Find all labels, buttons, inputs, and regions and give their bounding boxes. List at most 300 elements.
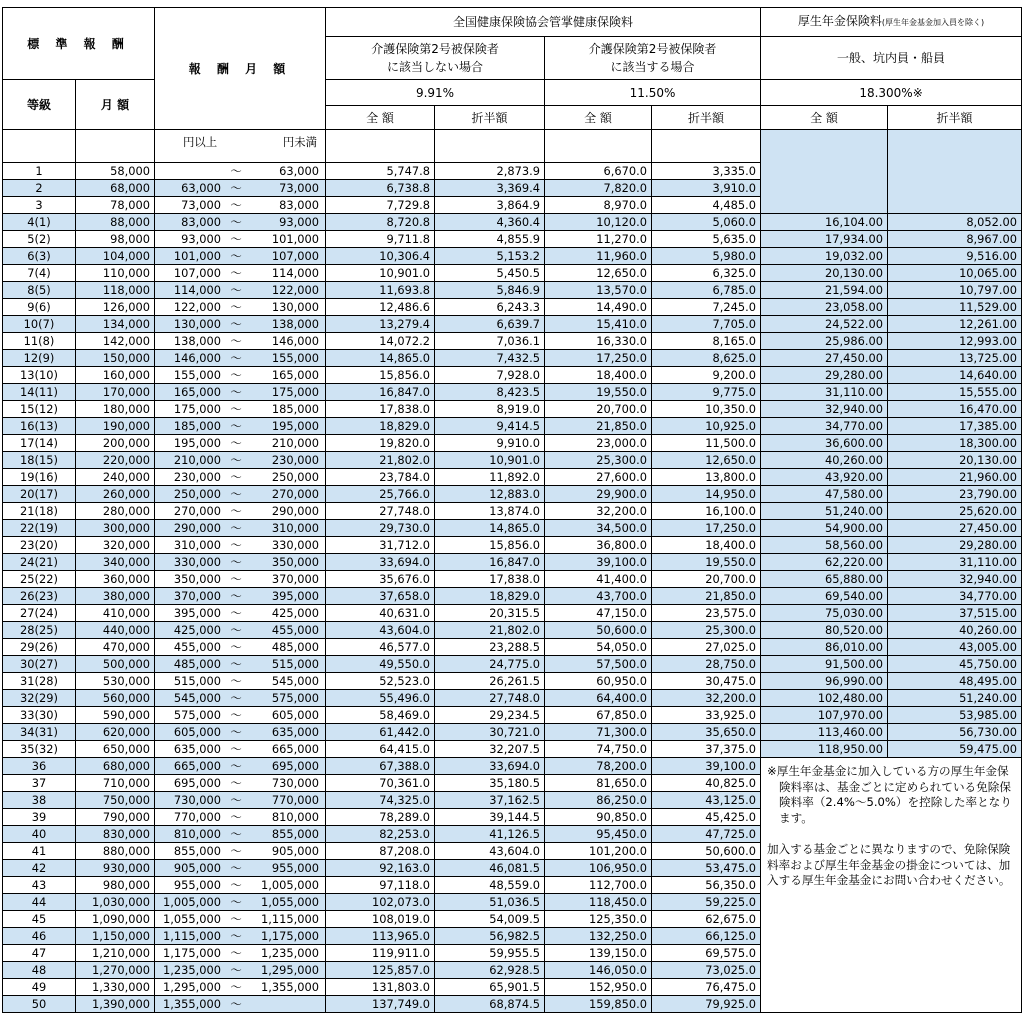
health-full-cell: 11,693.8: [326, 282, 435, 299]
monthly-amount-header: 月 額: [76, 80, 155, 130]
health-full-cell: 102,073.0: [326, 894, 435, 911]
grade-cell: 22(19): [3, 520, 76, 537]
grade-cell: 36: [3, 758, 76, 775]
tilde: 〜: [230, 504, 242, 518]
care-half-cell: 6,325.0: [652, 265, 761, 282]
pension-full-cell: 107,970.00: [761, 707, 888, 724]
care-full-cell: 41,400.0: [545, 571, 652, 588]
range-to: 63,000: [279, 164, 320, 178]
range-cell: [155, 894, 326, 911]
table-row: [3, 724, 1022, 741]
health-full-cell: 46,577.0: [326, 639, 435, 656]
range-cell: [155, 163, 326, 180]
health-half-cell: 12,883.0: [435, 486, 545, 503]
range-to: 114,000: [271, 266, 320, 280]
tilde: 〜: [230, 470, 242, 484]
range-cell: [155, 622, 326, 639]
care-half-cell: 69,575.0: [652, 945, 761, 962]
care-half-cell: 40,825.0: [652, 775, 761, 792]
half-header: 折半額: [888, 106, 1022, 130]
range-to: 370,000: [271, 572, 320, 586]
table-row: [3, 690, 1022, 707]
unit-row: [3, 130, 1022, 163]
health-half-cell: 43,604.0: [435, 843, 545, 860]
care-full-cell: 152,950.0: [545, 979, 652, 996]
range-cell: [155, 282, 326, 299]
care-full-cell: 11,270.0: [545, 231, 652, 248]
range-cell: [155, 741, 326, 758]
range-to: 635,000: [271, 725, 320, 739]
pension-full-cell: 96,990.00: [761, 673, 888, 690]
range-from: 310,000: [173, 538, 222, 552]
pension-half-cell: 51,240.00: [888, 690, 1022, 707]
care-half-cell: 8,165.0: [652, 333, 761, 350]
care-full-cell: 14,490.0: [545, 299, 652, 316]
range-to: 665,000: [271, 742, 320, 756]
grade-cell: 11(8): [3, 333, 76, 350]
monthly-cell: 78,000: [76, 197, 155, 214]
monthly-cell: 930,000: [76, 860, 155, 877]
range-to: 175,000: [271, 385, 320, 399]
monthly-cell: 68,000: [76, 180, 155, 197]
range-cell: [155, 486, 326, 503]
range-cell: [155, 707, 326, 724]
care-full-cell: 34,500.0: [545, 520, 652, 537]
range-to: 695,000: [271, 759, 320, 773]
care-half-cell: 3,335.0: [652, 163, 761, 180]
half-header: 折半額: [652, 106, 761, 130]
monthly-cell: 750,000: [76, 792, 155, 809]
tilde: 〜: [230, 164, 242, 178]
grade-cell: 20(17): [3, 486, 76, 503]
pension-half-cell: 11,529.00: [888, 299, 1022, 316]
range-from: 290,000: [173, 521, 222, 535]
pension-header: 厚生年金保険料(厚生年金基金加入員を除く): [761, 8, 1022, 37]
range-from: 425,000: [173, 623, 222, 637]
range-cell: [155, 843, 326, 860]
care-half-cell: 5,060.0: [652, 214, 761, 231]
range-cell: [155, 588, 326, 605]
range-from: 250,000: [173, 487, 222, 501]
health-half-cell: 11,892.0: [435, 469, 545, 486]
range-cell: [155, 520, 326, 537]
care-full-cell: 25,300.0: [545, 452, 652, 469]
monthly-cell: 410,000: [76, 605, 155, 622]
care-full-cell: 8,970.0: [545, 197, 652, 214]
tilde: 〜: [230, 317, 242, 331]
range-cell: [155, 265, 326, 282]
care-half-cell: 7,705.0: [652, 316, 761, 333]
range-to: 905,000: [271, 844, 320, 858]
pension-full-cell: 36,600.00: [761, 435, 888, 452]
range-from: 730,000: [173, 793, 222, 807]
range-to: 138,000: [271, 317, 320, 331]
tilde: 〜: [230, 300, 242, 314]
range-cell: [155, 231, 326, 248]
care-full-cell: 12,650.0: [545, 265, 652, 282]
care-full-cell: 95,450.0: [545, 826, 652, 843]
grade-cell: 37: [3, 775, 76, 792]
range-cell: [155, 418, 326, 435]
health-half-cell: 41,126.5: [435, 826, 545, 843]
table-row: [3, 758, 1022, 775]
care-half-cell: 23,575.0: [652, 605, 761, 622]
table-body: [3, 130, 1022, 1013]
pension-full-cell: 51,240.00: [761, 503, 888, 520]
health-half-cell: 23,288.5: [435, 639, 545, 656]
range-to: 250,000: [271, 470, 320, 484]
pension-full-cell: 65,880.00: [761, 571, 888, 588]
health-half-cell: 9,414.5: [435, 418, 545, 435]
health-half-cell: 5,153.2: [435, 248, 545, 265]
grade-cell: 16(13): [3, 418, 76, 435]
tilde: 〜: [230, 215, 242, 229]
table-row: [3, 435, 1022, 452]
health-full-cell: 12,486.6: [326, 299, 435, 316]
range-from: 101,000: [173, 249, 222, 263]
care-full-cell: 118,450.0: [545, 894, 652, 911]
care-half-cell: 20,700.0: [652, 571, 761, 588]
health-half-cell: 56,982.5: [435, 928, 545, 945]
tilde: 〜: [230, 946, 242, 960]
monthly-cell: 470,000: [76, 639, 155, 656]
range-to: 101,000: [271, 232, 320, 246]
tilde: 〜: [230, 776, 242, 790]
health-half-cell: 68,874.5: [435, 996, 545, 1013]
range-to: 73,000: [279, 181, 320, 195]
range-cell: [155, 180, 326, 197]
table-row: [3, 401, 1022, 418]
health-full-cell: 16,847.0: [326, 384, 435, 401]
range-cell: [155, 656, 326, 673]
care-half-cell: 5,635.0: [652, 231, 761, 248]
pension-full-cell: 86,010.00: [761, 639, 888, 656]
pension-half-cell: 14,640.00: [888, 367, 1022, 384]
pension-half-cell: 15,555.00: [888, 384, 1022, 401]
monthly-cell: 530,000: [76, 673, 155, 690]
pension-fund-note: [761, 758, 1022, 1013]
range-from: 770,000: [173, 810, 222, 824]
full-header: 全 額: [545, 106, 652, 130]
grade-cell: 46: [3, 928, 76, 945]
monthly-cell: 1,270,000: [76, 962, 155, 979]
range-to: 455,000: [271, 623, 320, 637]
range-from: 855,000: [173, 844, 222, 858]
range-to: 730,000: [271, 776, 320, 790]
range-cell: [155, 605, 326, 622]
tilde: 〜: [230, 385, 242, 399]
range-from: 230,000: [173, 470, 222, 484]
grade-cell: 32(29): [3, 690, 76, 707]
health-half-cell: 65,901.5: [435, 979, 545, 996]
table-row: [3, 503, 1022, 520]
monthly-cell: 590,000: [76, 707, 155, 724]
health-half-cell: 33,694.0: [435, 758, 545, 775]
range-cell: [155, 724, 326, 741]
health-full-cell: 52,523.0: [326, 673, 435, 690]
care-half-cell: 76,475.0: [652, 979, 761, 996]
empty-cell: [652, 130, 761, 163]
monthly-cell: 104,000: [76, 248, 155, 265]
monthly-cell: 360,000: [76, 571, 155, 588]
health-half-cell: 9,910.0: [435, 435, 545, 452]
health-half-cell: 10,901.0: [435, 452, 545, 469]
tilde: 〜: [230, 810, 242, 824]
range-to: 485,000: [271, 640, 320, 654]
pension-empty: [888, 130, 1022, 214]
care-full-cell: 20,700.0: [545, 401, 652, 418]
care-full-cell: 67,850.0: [545, 707, 652, 724]
grade-cell: 24(21): [3, 554, 76, 571]
care-full-cell: 10,120.0: [545, 214, 652, 231]
table-row: [3, 350, 1022, 367]
care-half-cell: 56,350.0: [652, 877, 761, 894]
range-from: 905,000: [173, 861, 222, 875]
range-from: 1,235,000: [163, 963, 222, 977]
health-full-cell: 61,442.0: [326, 724, 435, 741]
pension-full-cell: 17,934.00: [761, 231, 888, 248]
pension-full-cell: 21,594.00: [761, 282, 888, 299]
monthly-cell: 980,000: [76, 877, 155, 894]
care-full-cell: 101,200.0: [545, 843, 652, 860]
rate-no-care: 9.91%: [326, 80, 545, 106]
pension-full-cell: 20,130.00: [761, 265, 888, 282]
range-cell: [155, 537, 326, 554]
monthly-cell: 190,000: [76, 418, 155, 435]
full-header: 全 額: [761, 106, 888, 130]
pension-half-cell: 37,515.00: [888, 605, 1022, 622]
range-cell: [155, 367, 326, 384]
health-full-cell: 125,857.0: [326, 962, 435, 979]
range-from: 1,005,000: [163, 895, 222, 909]
health-full-cell: 25,766.0: [326, 486, 435, 503]
grade-cell: 35(32): [3, 741, 76, 758]
range-to: 83,000: [279, 198, 320, 212]
care-full-cell: 16,330.0: [545, 333, 652, 350]
care-half-cell: 79,925.0: [652, 996, 761, 1013]
care-half-cell: 32,200.0: [652, 690, 761, 707]
care-full-cell: 23,000.0: [545, 435, 652, 452]
table-row: [3, 741, 1022, 758]
care-half-cell: 9,775.0: [652, 384, 761, 401]
yen-below-label: 円未満: [282, 135, 318, 149]
pension-full-cell: 69,540.00: [761, 588, 888, 605]
grade-cell: 4(1): [3, 214, 76, 231]
monthly-cell: 320,000: [76, 537, 155, 554]
health-half-cell: 6,243.3: [435, 299, 545, 316]
health-full-cell: 87,208.0: [326, 843, 435, 860]
health-full-cell: 10,901.0: [326, 265, 435, 282]
grade-cell: 27(24): [3, 605, 76, 622]
health-half-cell: 27,748.0: [435, 690, 545, 707]
pension-half-cell: 53,985.00: [888, 707, 1022, 724]
grade-cell: 50: [3, 996, 76, 1013]
tilde: 〜: [230, 555, 242, 569]
range-cell: [155, 758, 326, 775]
note-para-1: ※厚生年金基金に加入している方の厚生年金保険料率は、基金ごとに定められている免除保険料率（2.4%～5.0%）を控除した率となります。: [767, 764, 1012, 825]
monthly-cell: 240,000: [76, 469, 155, 486]
range-to: 515,000: [271, 657, 320, 671]
health-full-cell: 9,711.8: [326, 231, 435, 248]
range-cell: [155, 469, 326, 486]
range-from: 165,000: [173, 385, 222, 399]
pension-half-cell: 8,967.00: [888, 231, 1022, 248]
monthly-cell: 134,000: [76, 316, 155, 333]
tilde: 〜: [230, 878, 242, 892]
care-header: 介護保険第2号被保険者 に該当する場合: [545, 37, 761, 80]
range-cell: [155, 503, 326, 520]
care-full-cell: 18,400.0: [545, 367, 652, 384]
tilde: 〜: [230, 623, 242, 637]
range-cell: [155, 945, 326, 962]
range-from: 146,000: [173, 351, 222, 365]
empty-cell: [326, 130, 435, 163]
grade-cell: 21(18): [3, 503, 76, 520]
health-half-cell: 3,369.4: [435, 180, 545, 197]
care-full-cell: 32,200.0: [545, 503, 652, 520]
range-to: 575,000: [271, 691, 320, 705]
range-to: 93,000: [279, 215, 320, 229]
pension-full-cell: 54,900.00: [761, 520, 888, 537]
grade-cell: 43: [3, 877, 76, 894]
health-full-cell: 37,658.0: [326, 588, 435, 605]
grade-cell: 47: [3, 945, 76, 962]
range-to: 230,000: [271, 453, 320, 467]
monthly-cell: 88,000: [76, 214, 155, 231]
health-full-cell: 21,802.0: [326, 452, 435, 469]
range-from: 63,000: [181, 181, 222, 195]
range-to: 146,000: [271, 334, 320, 348]
health-half-cell: 4,855.9: [435, 231, 545, 248]
monthly-pay-header: 報 酬 月 額: [155, 8, 326, 130]
monthly-cell: 680,000: [76, 758, 155, 775]
health-half-cell: 37,162.5: [435, 792, 545, 809]
pension-half-cell: 20,130.00: [888, 452, 1022, 469]
grade-cell: 5(2): [3, 231, 76, 248]
table-row: [3, 486, 1022, 503]
tilde: 〜: [230, 419, 242, 433]
range-from: 330,000: [173, 555, 222, 569]
pension-half-cell: 10,797.00: [888, 282, 1022, 299]
health-full-cell: 70,361.0: [326, 775, 435, 792]
care-full-cell: 13,570.0: [545, 282, 652, 299]
care-half-cell: 25,300.0: [652, 622, 761, 639]
range-to: [251, 996, 319, 1012]
tilde: 〜: [230, 742, 242, 756]
monthly-cell: 58,000: [76, 163, 155, 180]
health-full-cell: 67,388.0: [326, 758, 435, 775]
care-full-cell: 90,850.0: [545, 809, 652, 826]
range-from: 1,355,000: [163, 997, 222, 1011]
grade-cell: 33(30): [3, 707, 76, 724]
yen-from-label: 円以上: [183, 135, 218, 149]
health-full-cell: 13,279.4: [326, 316, 435, 333]
health-full-cell: 49,550.0: [326, 656, 435, 673]
monthly-cell: 1,210,000: [76, 945, 155, 962]
range-to: 350,000: [271, 555, 320, 569]
tilde: 〜: [230, 283, 242, 297]
grade-cell: 26(23): [3, 588, 76, 605]
range-from: 195,000: [173, 436, 222, 450]
care-half-cell: 10,925.0: [652, 418, 761, 435]
care-full-cell: 47,150.0: [545, 605, 652, 622]
monthly-cell: 118,000: [76, 282, 155, 299]
health-full-cell: 23,784.0: [326, 469, 435, 486]
range-from: 395,000: [173, 606, 222, 620]
note-para-2: 加入する基金ごとに異なりますので、免除保険料率および厚生年金基金の掛金については、加入する厚生年金基金にお問い合わせください。: [767, 842, 1011, 887]
tilde: 〜: [230, 657, 242, 671]
table-row: [3, 571, 1022, 588]
care-half-cell: 5,980.0: [652, 248, 761, 265]
range-cell: [155, 197, 326, 214]
health-half-cell: 7,928.0: [435, 367, 545, 384]
range-from: 810,000: [173, 827, 222, 841]
tilde: 〜: [230, 844, 242, 858]
care-half-cell: 18,400.0: [652, 537, 761, 554]
care-full-cell: 57,500.0: [545, 656, 652, 673]
monthly-cell: 98,000: [76, 231, 155, 248]
health-full-cell: 119,911.0: [326, 945, 435, 962]
pension-half-cell: 12,993.00: [888, 333, 1022, 350]
care-half-cell: 45,425.0: [652, 809, 761, 826]
range-from: 575,000: [173, 708, 222, 722]
range-from: 695,000: [173, 776, 222, 790]
grade-cell: 39: [3, 809, 76, 826]
grade-cell: 6(3): [3, 248, 76, 265]
table-row: [3, 231, 1022, 248]
range-from: 155,000: [173, 368, 222, 382]
grade-cell: 38: [3, 792, 76, 809]
table-row: [3, 418, 1022, 435]
range-from: 955,000: [173, 878, 222, 892]
grade-cell: 48: [3, 962, 76, 979]
monthly-cell: 1,390,000: [76, 996, 155, 1013]
range-from: 270,000: [173, 504, 222, 518]
care-full-cell: 54,050.0: [545, 639, 652, 656]
tilde: 〜: [230, 929, 242, 943]
tilde: 〜: [230, 827, 242, 841]
health-half-cell: 8,423.5: [435, 384, 545, 401]
pension-full-cell: 31,110.00: [761, 384, 888, 401]
grade-cell: 7(4): [3, 265, 76, 282]
care-half-cell: 59,225.0: [652, 894, 761, 911]
care-half-cell: 66,125.0: [652, 928, 761, 945]
monthly-cell: 200,000: [76, 435, 155, 452]
table-row: [3, 265, 1022, 282]
range-from: 515,000: [173, 674, 222, 688]
grade-cell: 1: [3, 163, 76, 180]
health-full-cell: 5,747.8: [326, 163, 435, 180]
tilde: 〜: [230, 351, 242, 365]
range-from: 1,115,000: [163, 929, 222, 943]
no-care-header: 介護保険第2号被保険者 に該当しない場合: [326, 37, 545, 80]
health-half-cell: 26,261.5: [435, 673, 545, 690]
care-full-cell: 17,250.0: [545, 350, 652, 367]
health-full-cell: 17,838.0: [326, 401, 435, 418]
pension-half-cell: 23,790.00: [888, 486, 1022, 503]
care-half-cell: 10,350.0: [652, 401, 761, 418]
range-from: [163, 163, 221, 179]
pension-half-cell: 27,450.00: [888, 520, 1022, 537]
care-full-cell: 78,200.0: [545, 758, 652, 775]
tilde: 〜: [230, 861, 242, 875]
care-full-cell: 36,800.0: [545, 537, 652, 554]
table-row: [3, 707, 1022, 724]
pension-half-cell: 56,730.00: [888, 724, 1022, 741]
health-half-cell: 4,360.4: [435, 214, 545, 231]
range-from: 175,000: [173, 402, 222, 416]
table-row: [3, 367, 1022, 384]
